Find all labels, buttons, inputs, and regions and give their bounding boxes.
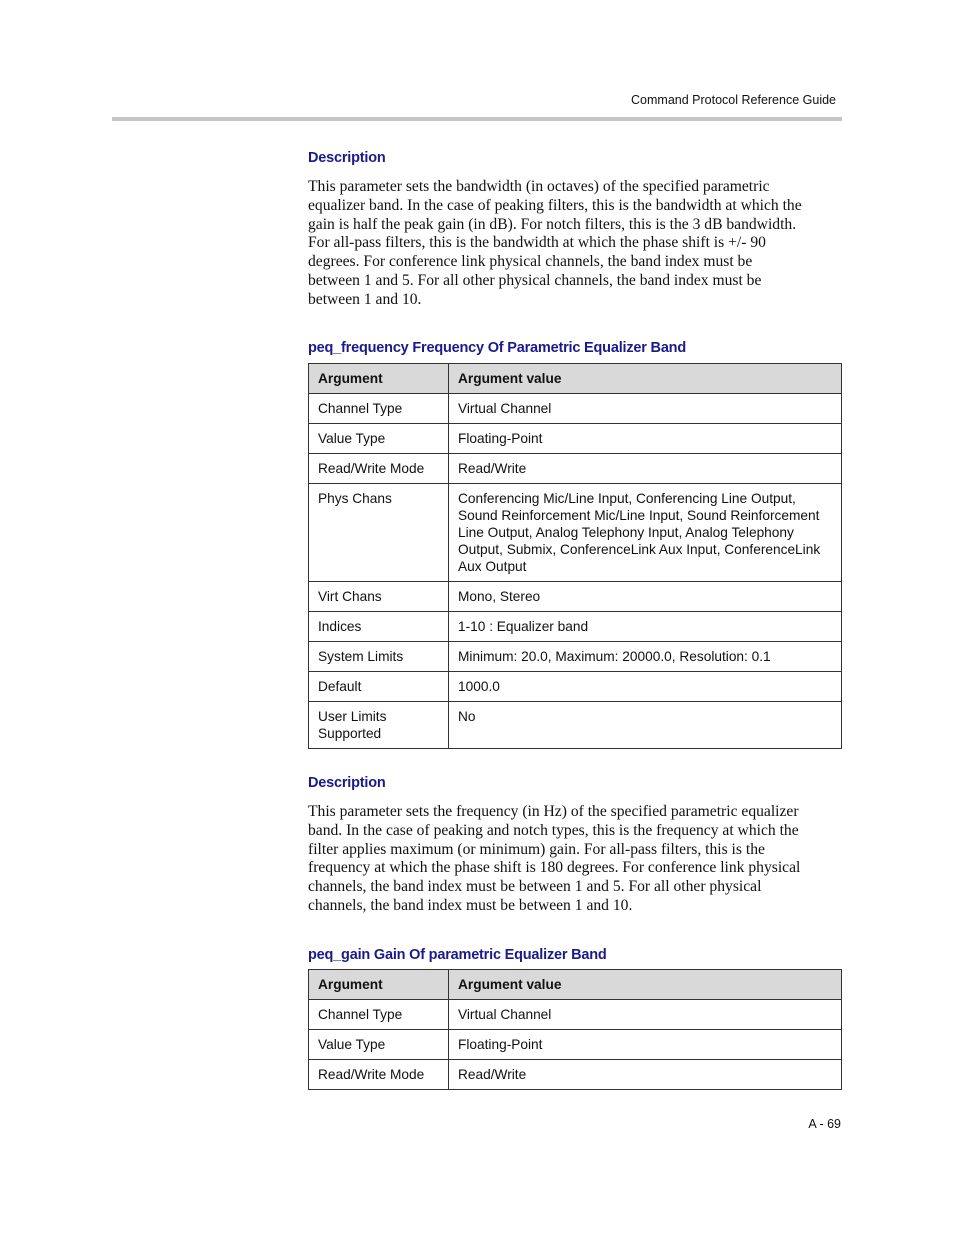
- argument-cell: Channel Type: [309, 1000, 449, 1030]
- page-number: A - 69: [808, 1117, 841, 1131]
- table-row: [309, 672, 842, 702]
- argument-cell: System Limits: [309, 642, 449, 672]
- table-row: [309, 484, 842, 582]
- section1-heading: Description: [308, 150, 386, 166]
- table-header-row: [309, 364, 842, 394]
- argument-table-peq-frequency: [308, 363, 842, 749]
- argument-cell: Read/Write Mode: [309, 1060, 449, 1090]
- value-cell: 1000.0: [449, 672, 842, 702]
- table-row: [309, 612, 842, 642]
- table-row: [309, 1000, 842, 1030]
- value-cell: Mono, Stereo: [449, 582, 842, 612]
- table-row: [309, 1030, 842, 1060]
- table-row: [309, 642, 842, 672]
- argument-cell: Phys Chans: [309, 484, 449, 582]
- table-header-row: [309, 970, 842, 1000]
- running-header: Command Protocol Reference Guide: [631, 93, 836, 107]
- section2-heading: Description: [308, 775, 386, 791]
- argument-cell: Value Type: [309, 1030, 449, 1060]
- table-row: [309, 702, 842, 749]
- table1-heading: peq_frequency Frequency Of Parametric Equalizer Band: [308, 340, 686, 356]
- value-cell: Virtual Channel: [449, 1000, 842, 1030]
- header-rule: [112, 117, 842, 121]
- argument-cell: Channel Type: [309, 394, 449, 424]
- value-cell: No: [449, 702, 842, 749]
- value-cell: Conferencing Mic/Line Input, Conferencing Line Output, Sound Reinforcement Mic/Line Input, Sound Reinforcement Line Output, Analog Telephony Input, Analog Telephony Output, Submix, ConferenceLink Aux Input, ConferenceLink Aux Output: [449, 484, 842, 582]
- column-header-argument-value: Argument value: [449, 364, 842, 394]
- column-header-argument-value: Argument value: [449, 970, 842, 1000]
- column-header-argument: Argument: [309, 364, 449, 394]
- table-row: [309, 582, 842, 612]
- section2-text: This parameter sets the frequency (in Hz) of the specified parametric equalizer band. In the case of peaking and notch types, this is the frequency at which the filter applies maximum (or minimum) gain. For all-pass filters, this is the frequency at which the phase shift is 180 degrees. For conference link physical channels, the band index must be between 1 and 5. For all other physical channels, the band index must be between 1 and 10.: [308, 803, 801, 914]
- argument-cell: Read/Write Mode: [309, 454, 449, 484]
- argument-cell: Value Type: [309, 424, 449, 454]
- argument-cell: User Limits Supported: [309, 702, 449, 749]
- table-row: [309, 424, 842, 454]
- value-cell: Virtual Channel: [449, 394, 842, 424]
- value-cell: 1-10 : Equalizer band: [449, 612, 842, 642]
- argument-cell: Virt Chans: [309, 582, 449, 612]
- value-cell: Floating-Point: [449, 1030, 842, 1060]
- value-cell: Read/Write: [449, 454, 842, 484]
- value-cell: Read/Write: [449, 1060, 842, 1090]
- value-cell: Floating-Point: [449, 424, 842, 454]
- table-row: [309, 454, 842, 484]
- argument-cell: Indices: [309, 612, 449, 642]
- column-header-argument: Argument: [309, 970, 449, 1000]
- table2-heading: peq_gain Gain Of parametric Equalizer Band: [308, 947, 607, 963]
- section1-text: This parameter sets the bandwidth (in octaves) of the specified parametric equalizer band. In the case of peaking filters, this is the bandwidth at which the gain is half the peak gain (in dB). For notch filters, this is the 3 dB bandwidth. For all-pass filters, this is the bandwidth at which the phase shift is +/- 90 degrees. For conference link physical channels, the band index must be between 1 and 5. For all other physical channels, the band index must be between 1 and 10.: [308, 178, 802, 308]
- table-row: [309, 1060, 842, 1090]
- argument-table-peq-gain: [308, 969, 842, 1090]
- table-row: [309, 394, 842, 424]
- table2-container: [308, 969, 842, 1090]
- table1-container: [308, 363, 842, 749]
- value-cell: Minimum: 20.0, Maximum: 20000.0, Resolution: 0.1: [449, 642, 842, 672]
- argument-cell: Default: [309, 672, 449, 702]
